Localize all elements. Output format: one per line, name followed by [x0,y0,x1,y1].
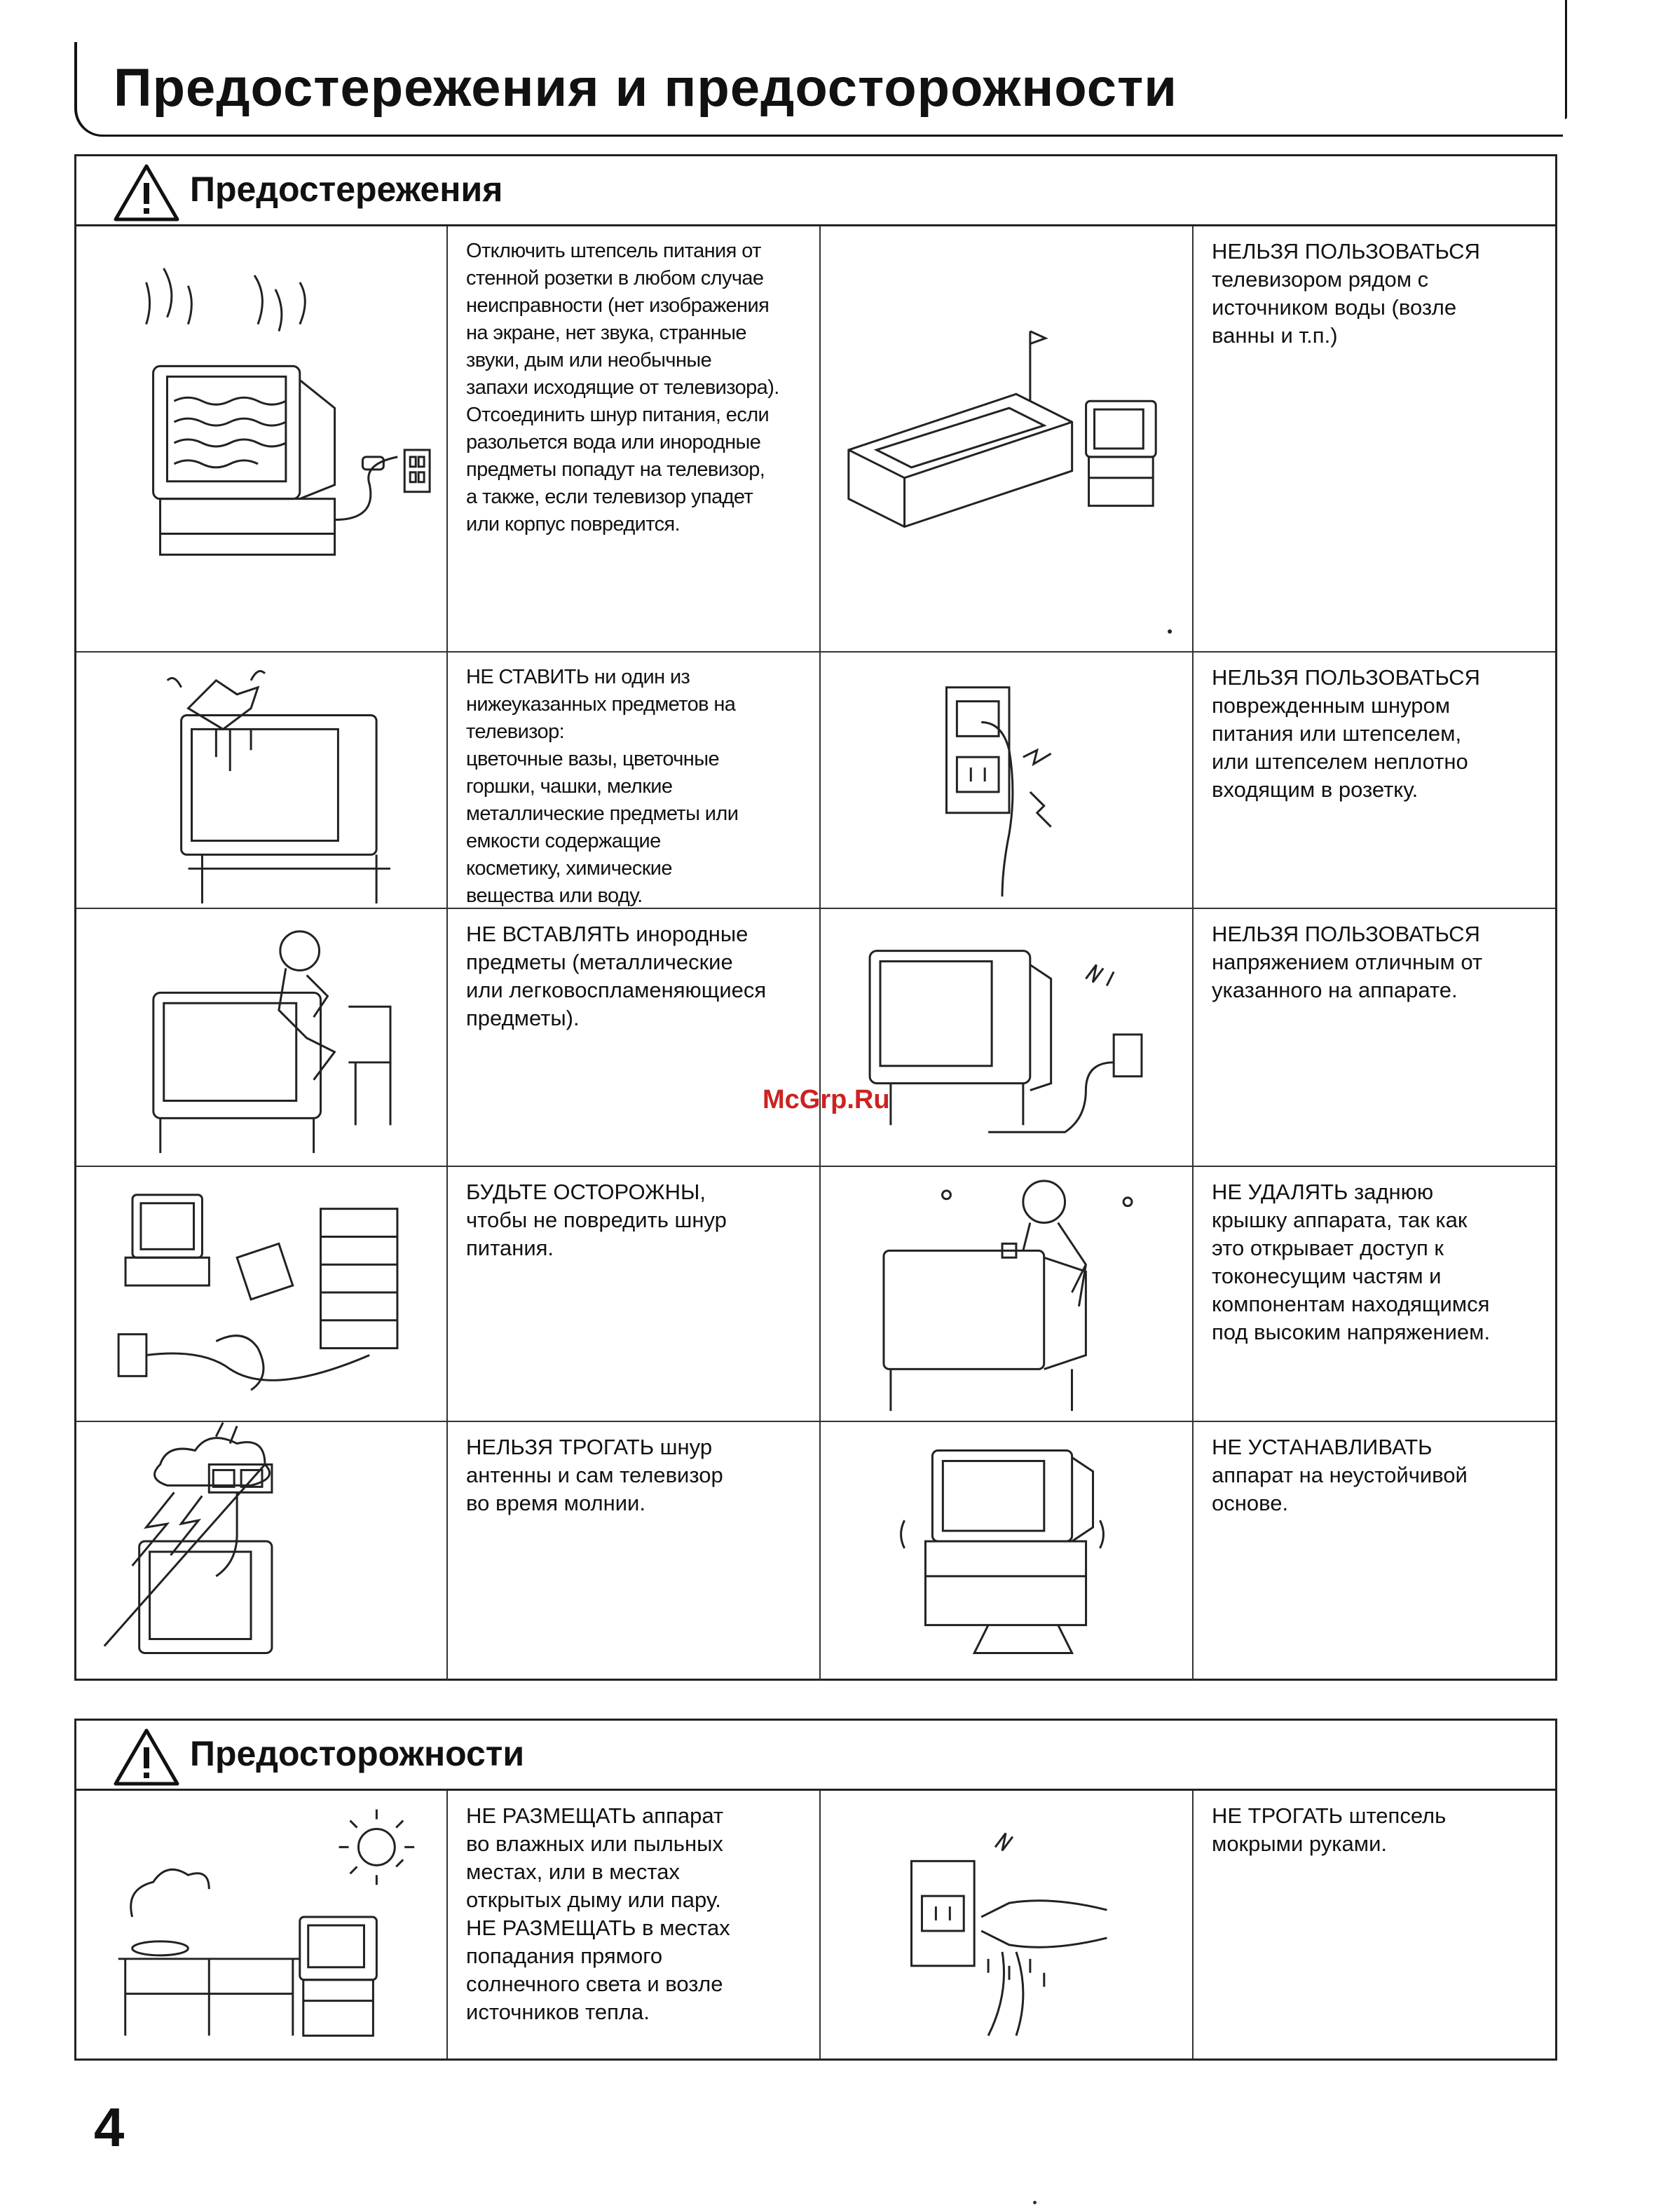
warning-illustration [821,1167,1194,1421]
warning-text-cell [1194,909,1555,1166]
warning-text-cell [1194,226,1555,651]
lightning-antenna-icon [76,1422,446,1680]
warning-triangle-icon [113,163,180,222]
warning-text-cell [448,653,821,908]
page-title: Предостережения и предосторожности [114,58,1177,118]
tv-voltage-outlet-icon [821,909,1192,1166]
warning-text: НЕ СТАВИТЬ ни один из нижеуказанных предметов на телевизор: цветочные вазы, цветочные горшки, чашки, мелкие металлические предметы или емкости содержащие косметику, химические вещества или воду. [466,666,739,907]
precautions-header [76,1721,1555,1791]
watermark: McGrp.Ru [763,1085,890,1114]
humid-sunny-kitchen-icon [76,1791,446,2059]
unstable-stand-icon [821,1422,1192,1680]
warnings-section [74,154,1557,1681]
warning-illustration [76,653,448,908]
warning-text: НЕЛЬЗЯ ПОЛЬЗОВАТЬСЯ телевизором рядом с источником воды (возле ванны и т.п.) [1212,239,1480,348]
warning-text-cell [448,1422,821,1680]
precaution-text-cell [1194,1791,1555,2059]
warning-text: НЕ УДАЛЯТЬ заднюю крышку аппарата, так как это открывает доступ к токонесущим частям и компонентам находящимся под высоким напряжением. [1212,1180,1491,1344]
page-number: 4 [94,2096,125,2158]
precaution-text: НЕ ТРОГАТЬ штепсель мокрыми руками. [1212,1803,1447,1856]
header-rule [1565,0,1567,119]
warning-text: БУДЬТЕ ОСТОРОЖНЫ, чтобы не повредить шнур питания. [466,1180,727,1260]
precaution-illustration [76,1791,448,2059]
warnings-heading: Предостережения [190,170,503,209]
precaution-illustration [821,1791,1194,2059]
page-header [74,42,1563,137]
damaged-plug-icon [821,653,1192,908]
warning-row [76,909,1555,1167]
warning-illustration [821,1422,1194,1680]
precautions-grid [76,1791,1555,2059]
warning-text: НЕЛЬЗЯ ТРОГАТЬ шнур антенны и сам телевизор во время молнии. [466,1435,723,1515]
warnings-header [76,156,1555,226]
precaution-text: НЕ РАЗМЕЩАТЬ аппарат во влажных или пыльных местах, или в местах открытых дыму или пару. НЕ РАЗМЕЩАТЬ в местах попадания прямого солнечного света и возле источников тепла. [466,1803,730,2024]
warning-text-cell [448,1167,821,1421]
warning-illustration [76,1422,448,1680]
warning-illustration [76,226,448,651]
child-inserting-objects-icon [76,909,446,1166]
warning-text: НЕЛЬЗЯ ПОЛЬЗОВАТЬСЯ напряжением отличным от указанного на аппарате. [1212,922,1483,1002]
warning-text: НЕЛЬЗЯ ПОЛЬЗОВАТЬСЯ поврежденным шнуром питания или штепселем, или штепселем неплотно входящим в розетку. [1212,665,1480,802]
warning-row [76,226,1555,653]
warning-text: НЕ УСТАНАВЛИВАТЬ аппарат на неустойчивой основе. [1212,1435,1468,1515]
warning-triangle-icon [113,1728,180,1787]
warning-illustration [821,653,1194,908]
warning-row [76,1422,1555,1680]
warning-illustration [821,226,1194,651]
crushed-cord-icon [76,1167,446,1421]
warning-illustration [821,909,1194,1166]
warning-text: НЕ ВСТАВЛЯТЬ инородные предметы (металлические или легковоспламеняющиеся предметы). [466,922,767,1030]
warning-text-cell [448,226,821,651]
precaution-row [76,1791,1555,2059]
man-removing-back-cover-icon [821,1167,1192,1421]
warning-text-cell [1194,1422,1555,1680]
tv-smoke-unplug-icon [76,226,446,651]
warning-text: Отключить штепсель питания от стенной розетки в любом случае неисправности (нет изображения на экране, нет звука, странные звуки, дым или необычные запахи исходящие от телевизора). Отсоединить шнур питания, если разольется вода или инородные предметы попадут на телевизор, а также, если телевизор упадет или корпус повредится. [466,240,779,535]
precautions-heading: Предосторожности [190,1734,525,1773]
wet-hands-plug-icon [821,1791,1192,2059]
warnings-grid [76,226,1555,1680]
warning-text-cell [448,909,821,1166]
tv-near-bathtub-icon [821,226,1192,651]
warning-illustration [76,909,448,1166]
vase-on-tv-icon [76,653,446,908]
warning-row [76,653,1555,909]
precautions-section [74,1719,1557,2061]
scan-speck [1033,2201,1037,2204]
warning-row [76,1167,1555,1422]
warning-text-cell [1194,653,1555,908]
warning-text-cell [1194,1167,1555,1421]
warning-illustration [76,1167,448,1421]
precaution-text-cell [448,1791,821,2059]
